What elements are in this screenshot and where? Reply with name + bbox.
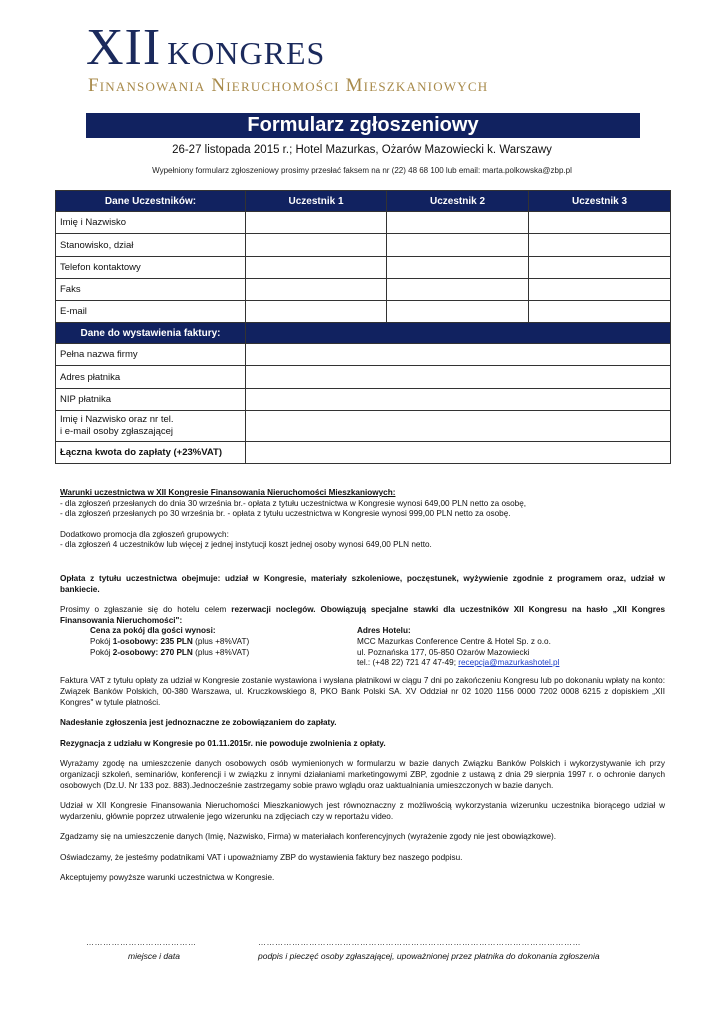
table-row	[56, 344, 671, 366]
terms-section	[60, 488, 665, 884]
field-fax-p1[interactable]	[246, 279, 387, 301]
row-label: Telefon kontaktowy	[56, 257, 246, 279]
place-date-label: miejsce i data	[128, 951, 180, 961]
field-total-amount[interactable]	[246, 442, 671, 464]
field-company-name[interactable]	[246, 344, 671, 366]
table-row	[56, 301, 671, 323]
hotel-address: Adres Hotelu: MCC Mazurkas Conference Centre & Hotel Sp. z o.o. ul. Poznańska 177, 05-850 Ożarów Mazowiecki tel.: (+48 22) 721 47 47-49; recepcja@mazurkashotel.pl	[357, 626, 560, 668]
consent-image: Udział w XII Kongresie Finansowania Nieruchomości Mieszkaniowych jest równoznaczny z możliwością wykorzystania wizerunku uczestnika biorącego udział w wydarzeniu, głównie poprzez utrwalenie jego wizerunku na zdjęciach czy w reportażu video.	[60, 801, 665, 821]
field-phone-p2[interactable]	[387, 257, 529, 279]
payment-obligation: Nadesłanie zgłoszenia jest jednoznaczne ze zobowiązaniem do zapłaty.	[60, 718, 337, 728]
invoice-info: Faktura VAT z tytułu opłaty za udział w Kongresie zostanie wystawiona i wysłana płatnikowi w ciągu 7 dni po zakończeniu Kongresu lub po dokonaniu wpłaty na konto: Związek Banków Polskich, 00-380 Warszawa, ul. Kruczkowskiego 8, PKO Bank Polski SA. XV Oddział nr 02 1020 1156 0000 7202 0008 6215 z dopiskiem „XII Kongres" w tytule płatności.	[60, 676, 665, 707]
table-row	[56, 411, 671, 442]
room-price-single: Pokój 1-osobowy: 235 PLN (plus +8%VAT)	[90, 636, 250, 646]
field-payer-nip[interactable]	[246, 389, 671, 411]
form-title: Formularz zgłoszeniowy	[86, 113, 640, 138]
promo-title: Dodatkowo promocja dla zgłoszeń grupowych:	[60, 529, 229, 539]
condition-item: - dla zgłoszeń przesłanych po 30 września br. - opłata z tytułu uczestnictwa w Kongresie wynosi 999,00 PLN netto za osobę.	[60, 509, 511, 519]
acceptance-statement: Akceptujemy powyższe warunki uczestnictwa w Kongresie.	[60, 873, 275, 883]
resignation-note: Rezygnacja z udziału w Kongresie po 01.11.2015r. nie powoduje zwolnienia z opłaty.	[60, 738, 386, 748]
field-contact-person[interactable]	[246, 411, 671, 442]
header-participant-3: Uczestnik 3	[529, 191, 671, 212]
header-participant-1: Uczestnik 1	[246, 191, 387, 212]
field-fax-p3[interactable]	[529, 279, 671, 301]
table-row	[56, 234, 671, 257]
invoice-section-header	[56, 323, 671, 344]
field-position-p3[interactable]	[529, 234, 671, 257]
fee-includes: Opłata z tytułu uczestnictwa obejmuje: udział w Kongresie, materiały szkoleniowe, poczęstunek, wyżywienie zgodnie z programem oraz, udział w bankiecie.	[60, 573, 665, 594]
signature-place-line: …………………………………	[86, 938, 197, 947]
condition-item: - dla zgłoszeń przesłanych do dnia 30 września br.- opłata z tytułu uczestnictwa w Kongresie wynosi 649,00 PLN netto za osobę,	[60, 498, 527, 508]
field-fax-p2[interactable]	[387, 279, 529, 301]
row-label: Stanowisko, dział	[56, 234, 246, 257]
field-email-p2[interactable]	[387, 301, 529, 323]
row-label: NIP płatnika	[56, 389, 246, 411]
registration-table	[55, 190, 671, 464]
field-phone-p3[interactable]	[529, 257, 671, 279]
field-name-p1[interactable]	[246, 212, 387, 234]
room-prices: Cena za pokój dla gości wynosi: Pokój 1-osobowy: 235 PLN (plus +8%VAT) Pokój 2-osobowy: 270 PLN (plus +8%VAT)	[90, 626, 250, 657]
row-label: Faks	[56, 279, 246, 301]
table-row	[56, 257, 671, 279]
instruction-text: Wypełniony formularz zgłoszeniowy prosimy przesłać faksem na nr (22) 48 68 100 lub email: marta.polkowska@zbp.pl	[152, 166, 572, 175]
row-label-total: Łączna kwota do zapłaty (+23%VAT)	[56, 442, 246, 464]
hotel-email-link[interactable]: recepcja@mazurkashotel.pl	[458, 658, 560, 668]
signature-stamp-line: ……………………………………………………………………………………………………	[258, 938, 581, 947]
consent-firm-data: Zgadzamy się na umieszczenie danych (Imię, Nazwisko, Firma) w materiałach konferencyjnych (wyrażenie zgody nie jest obowiązkowe).	[60, 832, 556, 842]
header-participant-2: Uczestnik 2	[387, 191, 529, 212]
stamp-sign-label: podpis i pieczęć osoby zgłaszającej, upoważnionej przez płatnika do dokonania zgłoszenia	[258, 951, 600, 961]
row-label: E-mail	[56, 301, 246, 323]
field-position-p1[interactable]	[246, 234, 387, 257]
field-name-p2[interactable]	[387, 212, 529, 234]
table-row	[56, 279, 671, 301]
table-row	[56, 366, 671, 389]
table-row	[56, 389, 671, 411]
logo-title	[86, 18, 325, 77]
field-email-p1[interactable]	[246, 301, 387, 323]
invoice-header-label: Dane do wystawienia faktury:	[56, 323, 246, 344]
header-participants-data: Dane Uczestników:	[56, 191, 246, 212]
table-row	[56, 212, 671, 234]
field-phone-p1[interactable]	[246, 257, 387, 279]
field-payer-address[interactable]	[246, 366, 671, 389]
field-name-p3[interactable]	[529, 212, 671, 234]
hotel-intro: Prosimy o zgłaszanie się do hotelu celem rezerwacji noclegów. Obowiązują specjalne stawki dla uczestników XII Kongresu na hasło „XII Kongres Finansowania Nieruchomości":	[60, 605, 665, 625]
logo-kongres: KONGRES	[167, 35, 326, 71]
row-label: Pełna nazwa firmy	[56, 344, 246, 366]
field-position-p2[interactable]	[387, 234, 529, 257]
logo-subtitle: Finansowania Nieruchomości Mieszkaniowych	[88, 75, 489, 96]
table-header-row	[56, 191, 671, 212]
event-info: 26-27 listopada 2015 r.; Hotel Mazurkas, Ożarów Mazowiecki k. Warszawy	[172, 144, 552, 156]
logo-roman: XII	[86, 19, 162, 76]
table-row	[56, 442, 671, 464]
row-label: Imię i Nazwisko	[56, 212, 246, 234]
promo-item: - dla zgłoszeń 4 uczestników lub więcej z jednej instytucji koszt jednej osoby wynosi 649,00 PLN netto.	[60, 540, 432, 550]
room-price-double: Pokój 2-osobowy: 270 PLN (plus +8%VAT)	[90, 647, 250, 657]
row-label: Imię i Nazwisko oraz nr tel. i e-mail osoby zgłaszającej	[56, 411, 246, 442]
row-label: Adres płatnika	[56, 366, 246, 389]
vat-statement: Oświadczamy, że jesteśmy podatnikami VAT i upoważniamy ZBP do wystawienia faktury bez naszego podpisu.	[60, 852, 463, 862]
consent-personal-data: Wyrażamy zgodę na umieszczenie danych osobowych osób wymienionych w formularzu w bazie danych Związku Banków Polskich i wykorzystywanie ich przy organizacji szkoleń, seminariów, konferencji i w związku z innymi działaniami marketingowymi ZBP, zgodnie z ustawą z dnia 29 sierpnia 1997 r. o ochronie danych osobowych (Dz.U. Nr 133 poz. 883).Jednocześnie zastrzegamy sobie prawo wglądu oraz uaktualniania umieszczonych w bazie danych.	[60, 759, 665, 790]
conditions-title: Warunki uczestnictwa w XII Kongresie Finansowania Nieruchomości Mieszkaniowych:	[60, 488, 396, 497]
hotel-info-columns	[60, 626, 665, 670]
field-email-p3[interactable]	[529, 301, 671, 323]
